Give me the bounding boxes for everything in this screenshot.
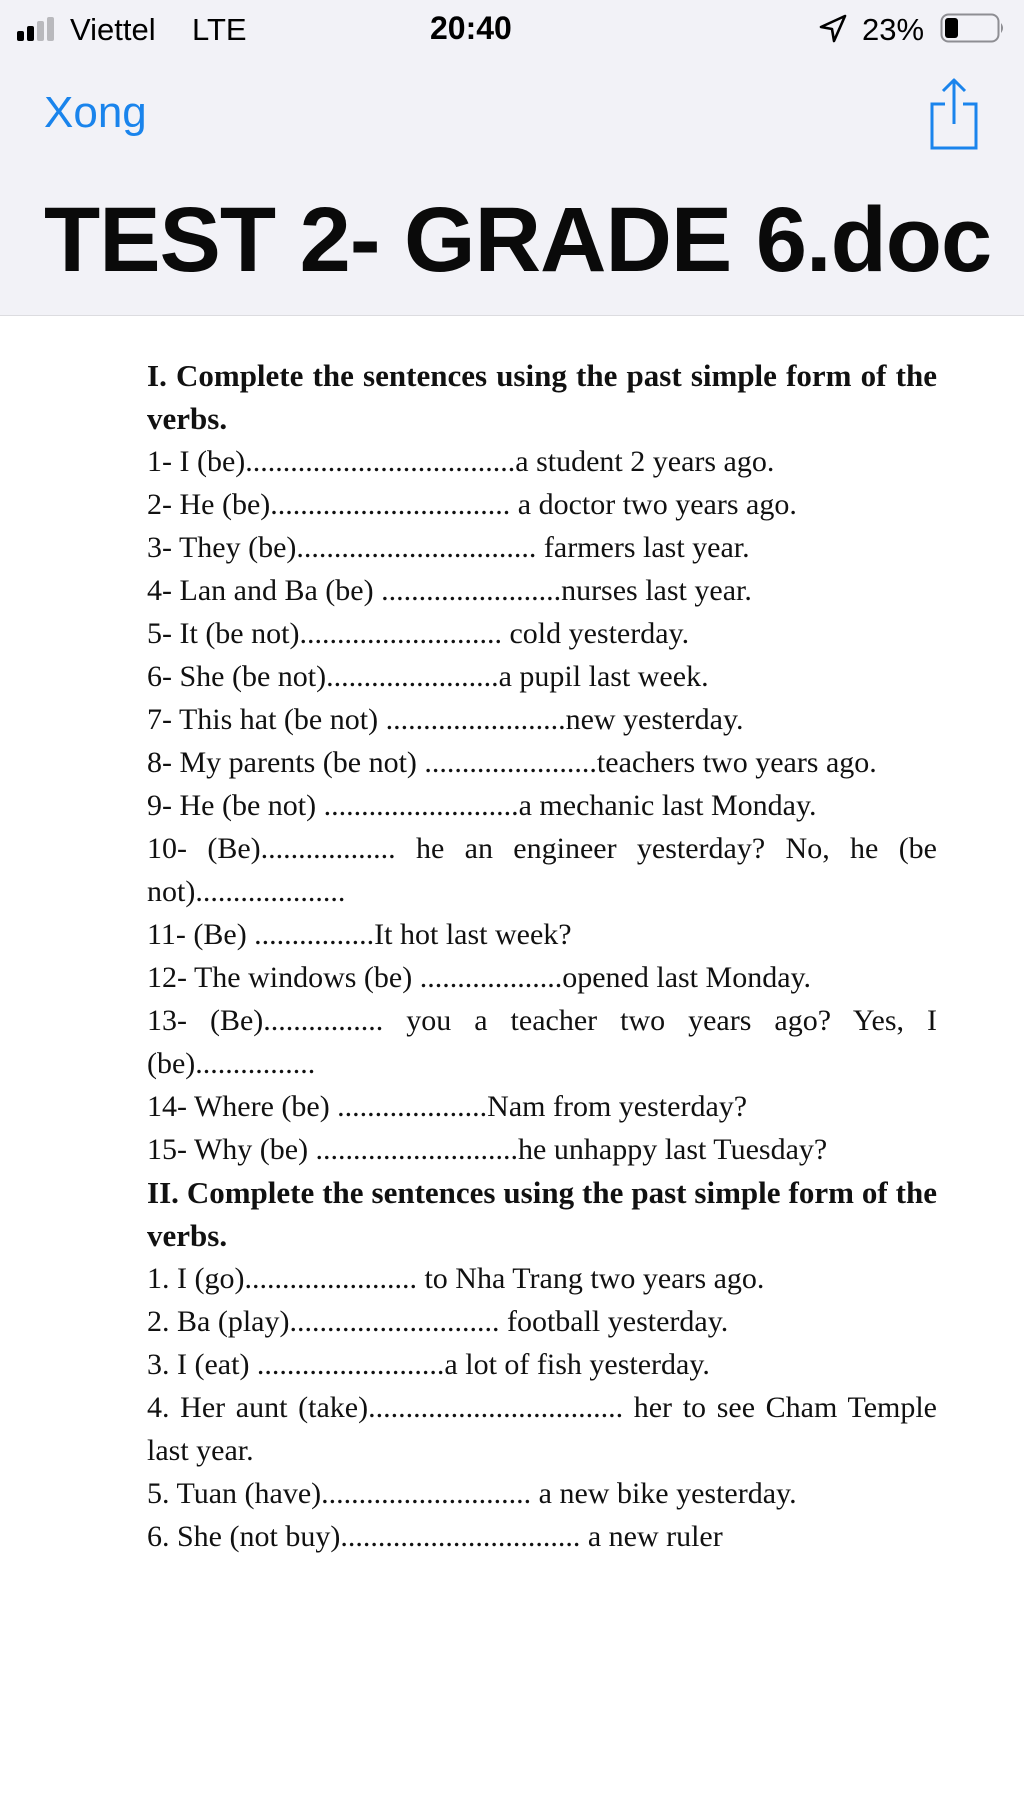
list-item: 2. Ba (play)............................ football yesterday. — [147, 1305, 729, 1338]
section-1-heading: I. Complete the sentences using the past simple form of the verbs. — [147, 358, 937, 436]
list-item: 5. Tuan (have)............................ a new bike yesterday. — [147, 1477, 797, 1510]
list-item: 15- Why (be) ...........................he unhappy last Tuesday? — [147, 1133, 828, 1166]
document-viewer[interactable] — [0, 316, 1024, 1820]
list-item: 6. She (not buy)................................ a new ruler — [147, 1520, 723, 1553]
list-item: 7- This hat (be not) ........................new yesterday. — [147, 703, 744, 736]
list-item: 1. I (go)....................... to Nha Trang two years ago. — [147, 1262, 765, 1295]
navigation-bar — [0, 58, 1024, 316]
list-item: 6- She (be not).......................a pupil last week. — [147, 660, 709, 693]
network-type: LTE — [192, 12, 247, 47]
clock: 20:40 — [430, 10, 512, 46]
signal-bars-icon — [17, 17, 59, 41]
list-item: 12- The windows (be) ...................opened last Monday. — [147, 961, 812, 994]
location-arrow-icon — [818, 12, 848, 44]
done-button[interactable]: Xong — [44, 88, 147, 137]
list-item: 5- It (be not)........................... cold yesterday. — [147, 617, 690, 650]
list-item: 3- They (be)................................ farmers last year. — [147, 531, 750, 564]
list-item: 2- He (be)................................ a doctor two years ago. — [147, 488, 797, 521]
list-item: 13- (Be)................ you a teacher two years ago? Yes, I (be)................ — [147, 1004, 937, 1080]
list-item: 3. I (eat) .........................a lot of fish yesterday. — [147, 1348, 710, 1381]
battery-percentage: 23% — [862, 12, 925, 47]
section-2-heading: II. Complete the sentences using the past simple form of the verbs. — [147, 1175, 937, 1253]
status-bar — [0, 0, 1024, 58]
list-item: 11- (Be) ................It hot last week? — [147, 918, 572, 951]
list-item: 1- I (be)....................................a student 2 years ago. — [147, 445, 775, 478]
list-item: 4. Her aunt (take).................................. her to see Cham Temple last year. — [147, 1391, 937, 1467]
battery-icon — [940, 12, 1006, 44]
list-item: 8- My parents (be not) .......................teachers two years ago. — [147, 746, 877, 779]
list-item: 9- He (be not) ..........................a mechanic last Monday. — [147, 789, 817, 822]
list-item: 10- (Be).................. he an engineer yesterday? No, he (be not).................... — [147, 832, 937, 908]
list-item: 4- Lan and Ba (be) ........................nurses last year. — [147, 574, 752, 607]
document-title: TEST 2- GRADE 6.doc — [44, 189, 992, 291]
carrier-name: Viettel — [70, 12, 156, 47]
share-icon[interactable] — [924, 76, 984, 152]
document-content — [147, 354, 937, 1558]
list-item: 14- Where (be) ....................Nam from yesterday? — [147, 1090, 748, 1123]
